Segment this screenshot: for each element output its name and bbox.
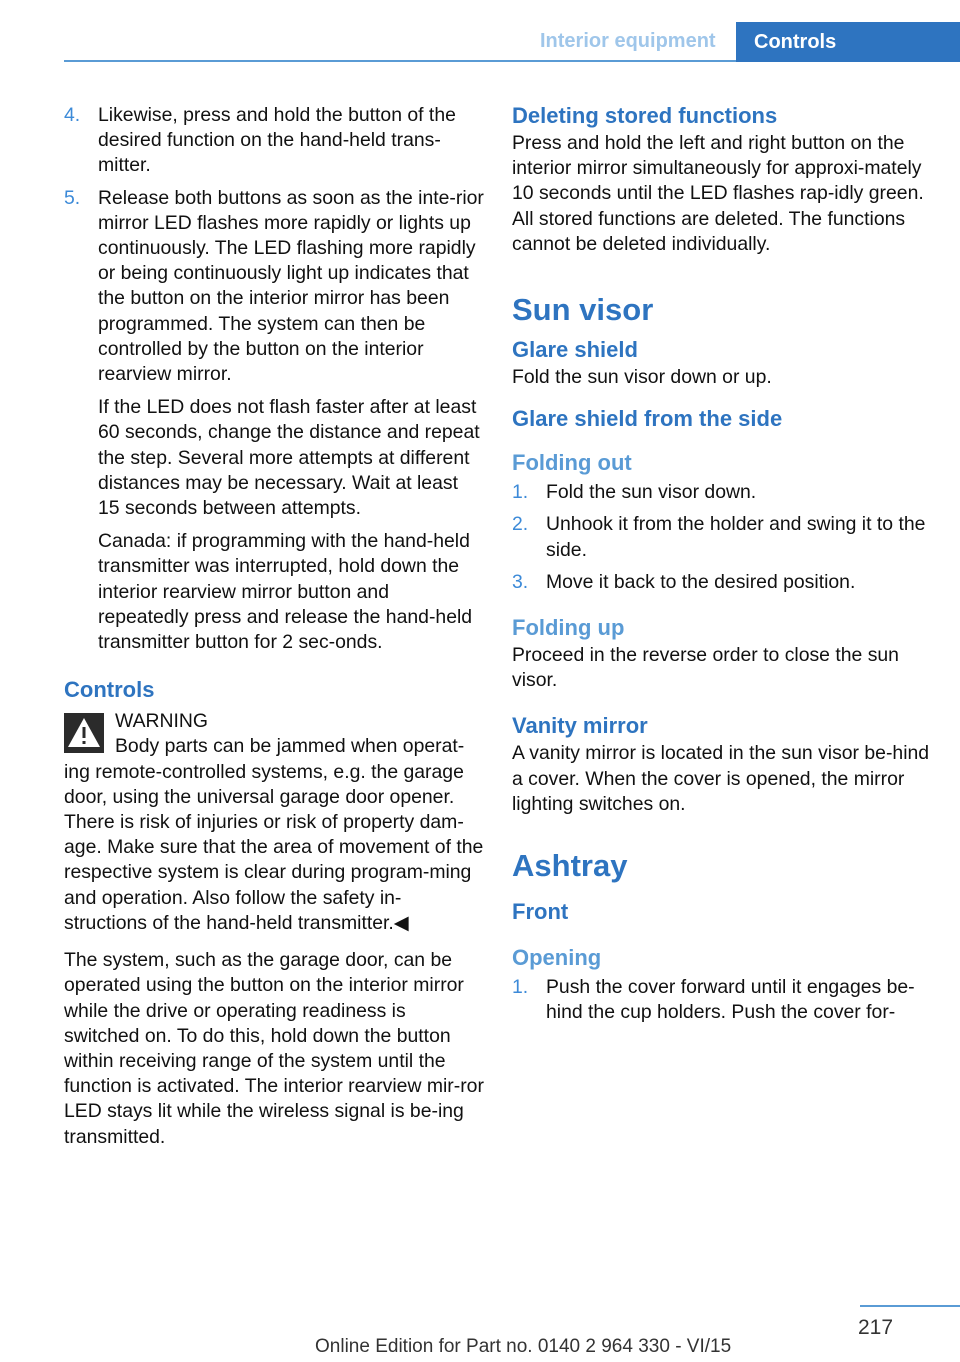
- deleting-text: Press and hold the left and right button on the interior mirror simultaneously for approxi-mately 10 seconds until the LED flashes rap-idly green. All stored functions are deleted. The functions cannot be deleted individually.: [512, 132, 924, 255]
- header-chapter-tab: Controls: [736, 22, 960, 62]
- page-number-rule: [860, 1305, 960, 1307]
- step-number: 5.: [64, 186, 81, 209]
- folding-up-heading: Folding up: [512, 615, 625, 641]
- step-number: 2.: [512, 513, 529, 536]
- step-item: [64, 103, 484, 179]
- front-heading: Front: [512, 899, 569, 925]
- header-section-label: Interior equipment: [540, 30, 716, 52]
- warning-text: Body parts can be jammed when operat-: [115, 735, 465, 758]
- vanity-mirror-heading: Vanity mirror: [512, 713, 648, 739]
- glare-shield-heading: Glare shield: [512, 337, 638, 363]
- sun-visor-heading: Sun visor: [512, 292, 654, 328]
- opening-heading: Opening: [512, 945, 602, 971]
- glare-side-heading: Glare shield from the side: [512, 406, 783, 432]
- step-number: 1.: [512, 976, 529, 999]
- step-text: Fold the sun visor down.: [546, 481, 757, 504]
- step-item: [64, 186, 484, 656]
- step-number: 4.: [64, 104, 81, 126]
- page-number: 217: [858, 1316, 894, 1339]
- folding-up-text: Proceed in the reverse order to close the sun visor.: [512, 644, 899, 692]
- warning-triangle-icon: [64, 713, 104, 753]
- system-paragraph: The system, such as the garage door, can be operated using the button on the interior mirror while the drive or operating readiness is switched on. To do this, hold down the button within receiving range of the system until the function is activated. The interior rearview mir-ror LED stays lit while the wireless signal is be-ing transmitted.: [64, 949, 484, 1148]
- step-number: 1.: [512, 481, 529, 504]
- step-text: Release both buttons as soon as the inte-rior mirror LED flashes more rapidly or lights up continuously. The LED flashing more rapidly or being continuously light up indicates that the button on the interior mirror has been programmed. The system can then be controlled by the button on the interior rearview mirror.: [98, 186, 484, 386]
- folding-out-heading: Folding out: [512, 450, 632, 476]
- step-item: [512, 512, 932, 562]
- controls-heading: Controls: [64, 677, 155, 703]
- vanity-mirror-text: A vanity mirror is located in the sun visor be-hind a cover. When the cover is opened, the mirror lighting switches on.: [512, 742, 930, 815]
- glare-shield-text: Fold the sun visor down or up.: [512, 366, 772, 389]
- step-text: Unhook it from the holder and swing it to the side.: [546, 513, 926, 561]
- step-item: [512, 975, 932, 1025]
- step-note: If the LED does not flash faster after at least 60 seconds, change the distance and repeat the step. Several more attempts at different distances may be necessary. Wait at least 15 seconds between attempts.: [98, 396, 480, 520]
- deleting-heading: Deleting stored functions: [512, 103, 778, 128]
- ashtray-heading: Ashtray: [512, 848, 628, 884]
- step-text: Move it back to the desired position.: [546, 570, 856, 593]
- step-item: [512, 480, 932, 505]
- edition-footer: Online Edition for Part no. 0140 2 964 330 - VI/15: [315, 1336, 732, 1357]
- left-column: [64, 103, 484, 1158]
- step-text: Push the cover forward until it engages be-hind the cup holders. Push the cover for-: [546, 976, 915, 1024]
- warning-block: [64, 709, 484, 936]
- right-column: [512, 103, 932, 1032]
- warning-title: WARNING: [115, 710, 208, 733]
- step-note: Canada: if programming with the hand-held transmitter was interrupted, hold down the interior rearview mirror button and repeatedly press and release the hand-held transmitter button for 2 sec-onds.: [98, 530, 473, 654]
- warning-text-continued: ing remote-controlled systems, e.g. the garage door, using the universal garage door opener. There is risk of injuries or risk of property dam-age. Make sure that the area of movement of the respective system is clear during program-ming and operation. Also follow the safety in-structions of the hand-held transmitter.◀: [64, 760, 484, 934]
- step-text: Likewise, press and hold the button of the desired function on the hand-held trans-mitter.: [98, 104, 456, 177]
- step-item: [512, 570, 932, 595]
- step-number: 3.: [512, 570, 529, 593]
